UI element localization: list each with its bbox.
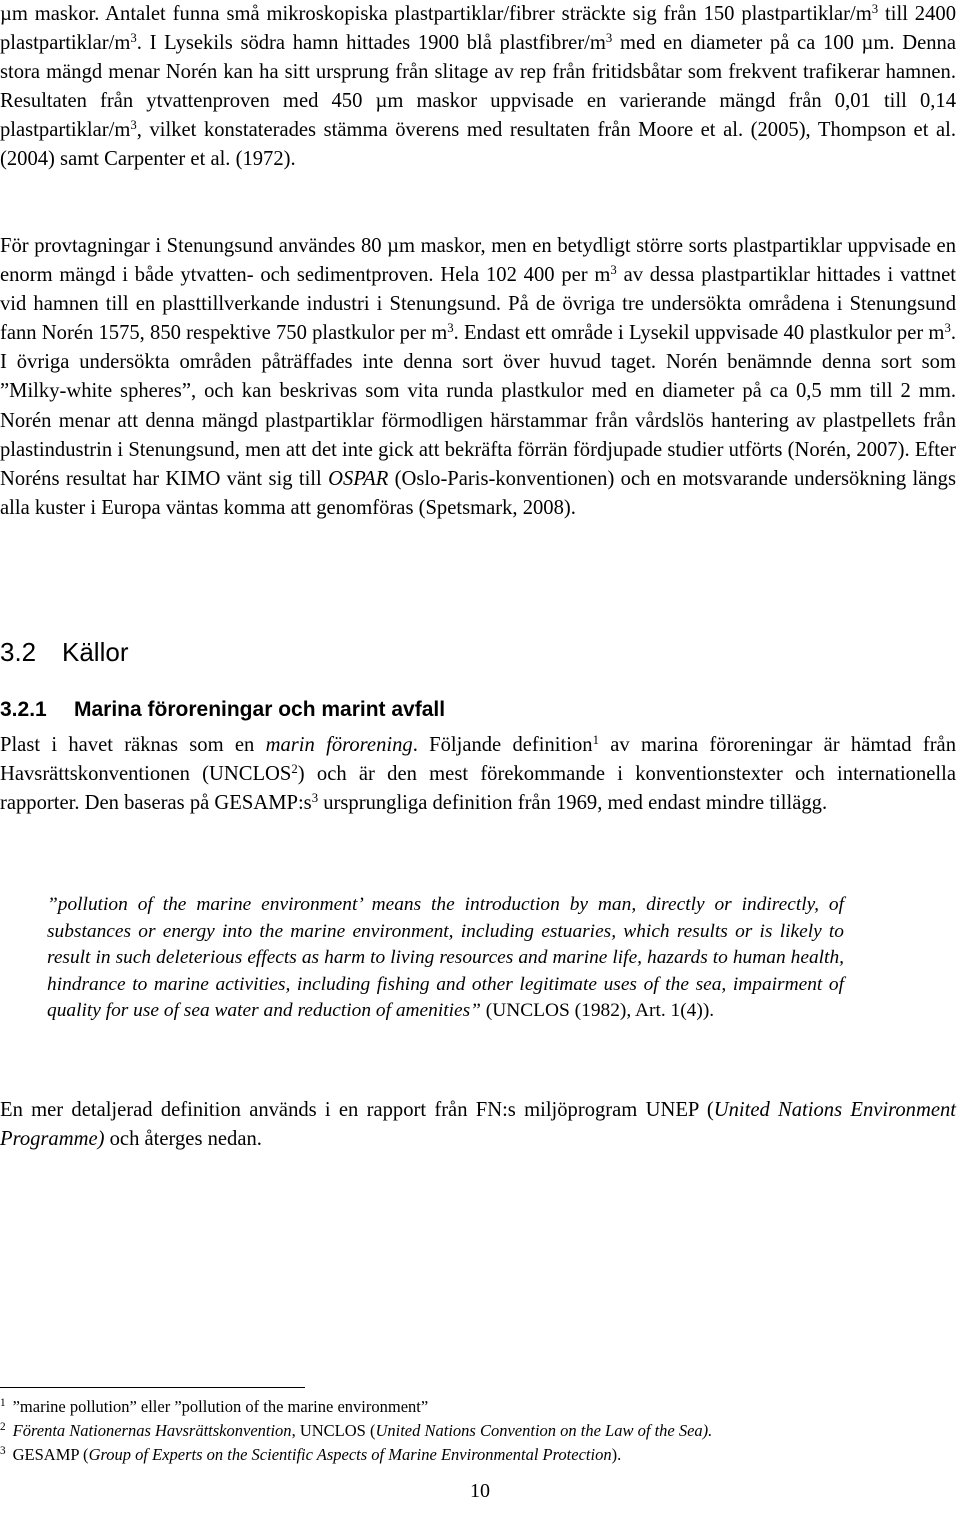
footnote-1: $^1$ ”marine pollution” eller ”pollution of the marine environment” — [0, 1396, 429, 1416]
footnote-3: $^3$ GESAMP (Group of Experts on the Scientific Aspects of Marine Environmental Protection). — [0, 1444, 622, 1464]
paragraph-stenungsund-sampling: För provtagningar i Stenungsund användes 80 µm maskor, men en betydligt större sorts plastpartiklar uppvisade en enorm mängd i både ytvatten- och sedimentproven. Hela 102 400 per $m^3$ av dessa plastpartiklar hittades i vattnet vid hamnen till en plasttillverkande industri i Stenungsund. På de övriga tre undersökta områdena i Stenungsund fann Norén 1575, 850 respektive 750 plastkulor per $m^3$. Endast ett område i Lysekil uppvisade 40 plastkulor per $m^3$. I övriga undersökta områden påträffades inte denna sort över huvud taget. Norén benämnde denna sort som ”Milky-white spheres”, och kan beskrivas som vita runda plastkulor med en diameter på ca 0,5 mm till 2 mm. Norén menar att denna mängd plastpartiklar förmodligen härstammar från vårdslös hantering av plastpellets från plastindustrin i Stenungsund, men att det inte gick att bekräfta förrän fördjupade studier utförts (Norén, 2007). Efter Noréns resultat har KIMO vänt sig till OSPAR (Oslo-Paris-konventionen) och en motsvarande undersökning längs alla kuster i Europa väntas komma att genomföras (Spetsmark, 2008). — [0, 235, 956, 519]
paragraph-unep-definition: En mer detaljerad definition används i en rapport från FN:s miljöprogram UNEP (United Nations Environment Programme) och återges nedan. — [0, 1099, 956, 1151]
block-quote-unclos: ”pollution of the marine environment’ means the introduction by man, directly or indirectly, of substances or energy into the marine environment, including estuaries, which results or is likely to result in such deleterious effects as harm to living resources and marine life, hazards to human health, hindrance to marine activities, including fishing and other legitimate uses of the sea, impairment of quality for use of sea water and reduction of amenities” (UNCLOS (1982), Art. 1(4)). — [47, 894, 844, 1021]
footnote-2: $^2$ Förenta Nationernas Havsrättskonvention, UNCLOS (United Nations Convention on the Law of the Sea). — [0, 1420, 713, 1440]
footnote-separator — [0, 1387, 305, 1388]
paragraph-micro-plastics-results: µm maskor. Antalet funna små mikroskopiska plastpartiklar/fibrer sträckte sig från 150 plastpartiklar/$m^3$ till 2400 plastpartiklar/$m^3$. I Lysekils södra hamn hittades 1900 blå plastfibrer/$m^3$ med en diameter på ca 100 µm. Denna stora mängd menar Norén kan ha sitt ursprung från slitage av rep från fritidsbåtar som frekvent trafikerar hamnen. Resultaten från ytvattenproven med 450 µm maskor uppvisade en varierande mängd från 0,01 till 0,14 plastpartiklar/$m^3$, vilket konstaterades stämma överens med resultaten från Moore et al. (2005), Thompson et al. (2004) samt Carpenter et al. (1972). — [0, 1, 956, 171]
section-heading: 3.2 Källor — [0, 637, 129, 667]
paragraph-marine-pollution-definition: Plast i havet räknas som en marin förorening. Följande definition$^1$ av marina föroreningar är hämtad från Havsrättskonventionen (UNCLOS$^2$) och är den mest förekommande i konventionstexter och internationella rapporter. Den baseras på $GESAMP:s^3$ ursprungliga definition från 1969, med endast mindre tillägg. — [0, 732, 956, 815]
page-number: 10 — [470, 1480, 490, 1502]
subsection-heading: 3.2.1 Marina föroreningar och marint avfall — [0, 698, 446, 721]
